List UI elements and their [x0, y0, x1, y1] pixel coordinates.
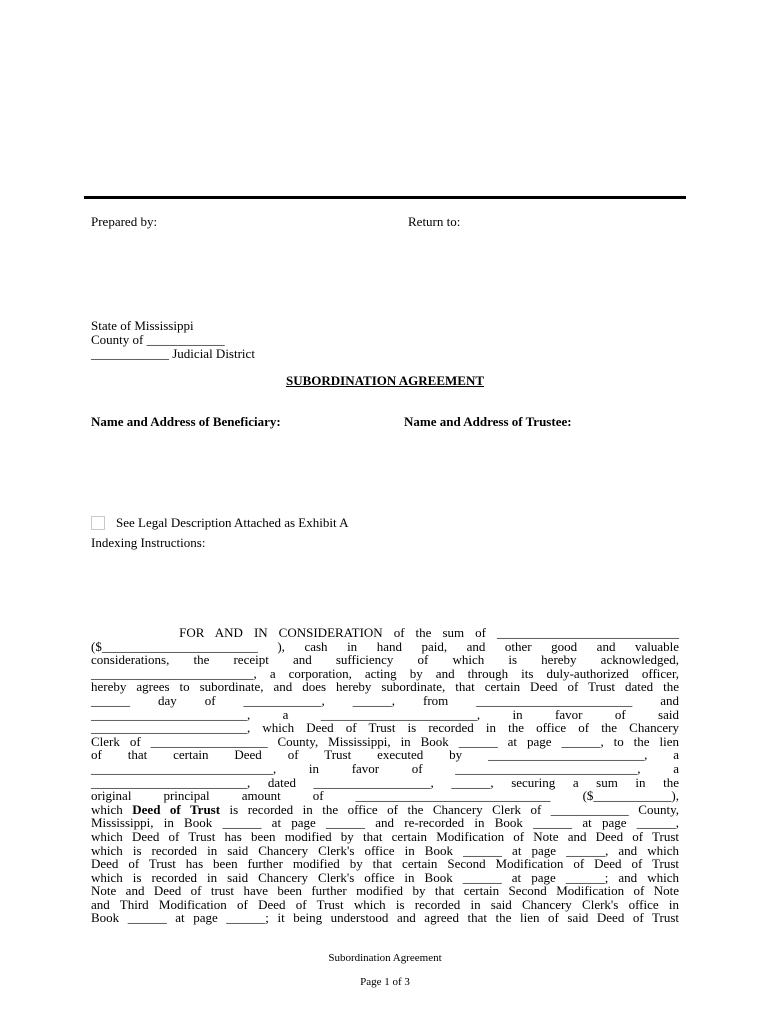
body-line-post: is recorded in the office of the Chancery Clerk of ____________ County,	[220, 801, 679, 817]
body-line: ________________________, dated __________________, ______, securing a sum in the	[91, 774, 679, 790]
body-line: of that certain Deed of Trust executed by ________________________, a	[91, 747, 679, 763]
deed-of-trust-bold: Deed of Trust	[132, 801, 221, 817]
body-line: ________________________, which Deed of Trust is recorded in the office of the Chancery	[91, 720, 679, 736]
body-line: which is recorded in said Chancery Clerk's office in Book ______ at page ______; and which	[91, 869, 679, 885]
body-line: Note and Deed of trust have been further modified by that certain Second Modification of Note	[91, 883, 679, 899]
exhibit-a-label: See Legal Description Attached as Exhibit A	[116, 515, 349, 530]
footer-page-number: Page 1 of 3	[360, 976, 410, 988]
body-line: and Third Modification of Deed of Trust which is recorded in said Chancery Clerk's office in	[91, 896, 679, 912]
district-line: ____________ Judicial District	[91, 346, 255, 361]
body-line-deed	[91, 803, 679, 817]
body-line: Clerk of __________________ County, Mississippi, in Book ______ at page ______, to the lien	[91, 733, 679, 749]
body-line: considerations, the receipt and sufficiency of which is hereby acknowledged,	[91, 652, 679, 668]
body-line: which Deed of Trust has been modified by that certain Modification of Note and Deed of Trust	[91, 828, 679, 844]
body-line: ($________________________ ), cash in hand paid, and other good and valuable	[91, 638, 679, 654]
body-line: ______ day of ____________, ______, from ________________________ and	[91, 692, 679, 708]
body-line: ________________________, a ________________________, in favor of said	[91, 706, 679, 722]
body-line: Deed of Trust has been further modified by that certain Second Modification of Deed of Trust	[91, 856, 679, 872]
body-line: hereby agrees to subordinate, and does hereby subordinate, that certain Deed of Trust dated the	[91, 679, 679, 695]
body-line: _________________________, a corporation, acting by and through its duly-authorized officer,	[91, 665, 679, 681]
return-to-label: Return to:	[408, 214, 461, 229]
body-line: ____________________________, in favor of ____________________________, a	[91, 760, 679, 776]
body-line: Book ______ at page ______; it being understood and agreed that the lien of said Deed of Trust	[91, 910, 679, 926]
body-line: original principal amount of ______________________________ ($____________),	[91, 788, 679, 804]
beneficiary-label: Name and Address of Beneficiary:	[91, 414, 281, 429]
state-line: State of Mississippi	[91, 318, 194, 333]
prepared-by-label: Prepared by:	[91, 214, 158, 229]
body-line-pre: which	[91, 801, 133, 817]
document-title: SUBORDINATION AGREEMENT	[285, 373, 485, 388]
agreement-body	[91, 626, 679, 925]
body-line: FOR AND IN CONSIDERATION of the sum of ____________________________	[91, 625, 679, 640]
footer-document-title: Subordination Agreement	[328, 952, 442, 964]
trustee-label: Name and Address of Trustee:	[404, 414, 572, 429]
indexing-instructions: Indexing Instructions:	[91, 535, 206, 550]
exhibit-a-checkbox[interactable]	[91, 516, 105, 530]
county-line: County of ____________	[91, 332, 225, 347]
body-line: which is recorded in said Chancery Clerk's office in Book ______ at page ______, and which	[91, 842, 679, 858]
body-line: Mississippi, in Book ______ at page ______ and re-recorded in Book ______ at page ______,	[91, 815, 679, 831]
header-rule	[84, 196, 686, 199]
